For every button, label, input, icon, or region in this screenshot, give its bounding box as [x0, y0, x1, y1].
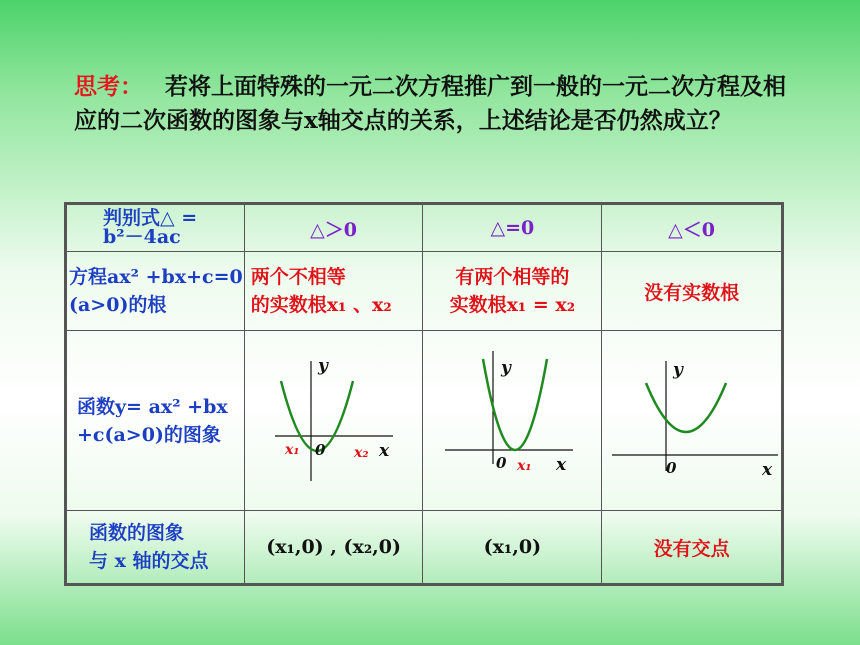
origin-label: 0 — [666, 459, 677, 477]
graph-one-root-cell — [423, 331, 602, 511]
graph-no-root-cell — [602, 331, 783, 511]
intersection-label-line1: 函数的图象 — [89, 522, 185, 544]
root1-label: x₁ — [517, 458, 532, 474]
root2-label: x₂ — [353, 445, 369, 461]
header-zero: △=0 — [423, 204, 602, 252]
roots-zero-line1: 有两个相等的 — [455, 266, 570, 288]
roots-zero — [423, 252, 602, 331]
graph-label-line1: 函数y= ax² +bx — [77, 395, 228, 418]
roots-label-line2: (a>0)的根 — [69, 294, 167, 316]
header-row — [66, 204, 783, 252]
header-negative: △＜0 — [602, 204, 783, 252]
y-axis-label: y — [501, 358, 512, 378]
intersection-none: 没有交点 — [602, 511, 783, 585]
parabola-curve — [646, 383, 726, 432]
question-text: 若将上面特殊的一元二次方程推广到一般的一元二次方程及相应的二次函数的图象与x轴交点的关系，上述结论是否仍然成立？ — [74, 73, 786, 134]
intersection-row-label — [66, 511, 245, 585]
x-axis-label: x — [762, 460, 773, 480]
y-axis-label: y — [673, 360, 684, 380]
roots-zero-line2: 实数根x₁ = x₂ — [449, 294, 576, 316]
graph-label-line2: +c(a>0)的图象 — [77, 423, 221, 446]
x-axis-label: x — [378, 441, 389, 461]
origin-label: 0 — [496, 454, 507, 472]
comparison-table — [64, 202, 784, 586]
question-label: 思考： — [74, 73, 143, 100]
graph-one-root — [423, 331, 601, 505]
header-positive: △＞0 — [244, 204, 423, 252]
graph-row — [66, 331, 783, 511]
intersection-label-line2: 与 x 轴的交点 — [89, 550, 209, 572]
x-axis-label: x — [556, 455, 567, 475]
roots-label-line1: 方程ax² +bx+c=0 — [69, 266, 243, 288]
discriminant-header — [66, 204, 245, 252]
intersection-two-points: (x₁,0) , (x₂,0) — [244, 511, 423, 585]
roots-positive-line2: 的实数根x₁ 、x₂ — [250, 294, 392, 316]
y-axis-label: y — [317, 356, 328, 376]
graph-two-roots — [245, 331, 423, 505]
roots-row-label — [66, 252, 245, 331]
roots-positive — [244, 252, 423, 331]
root1-label: x₁ — [284, 442, 300, 458]
roots-positive-line1: 两个不相等 — [250, 266, 346, 288]
origin-label: 0 — [314, 441, 326, 459]
discriminant-header-line2: b²－4ac — [103, 226, 181, 248]
graph-row-label — [66, 331, 245, 511]
intersection-row — [66, 511, 783, 585]
intersection-one-point: (x₁,0) — [423, 511, 602, 585]
discriminant-header-line1: 判别式△ = — [103, 207, 198, 229]
graph-no-roots — [602, 331, 782, 505]
roots-row — [66, 252, 783, 331]
roots-negative: 没有实数根 — [602, 252, 783, 331]
question-paragraph — [74, 70, 794, 138]
graph-two-roots-cell — [244, 331, 423, 511]
